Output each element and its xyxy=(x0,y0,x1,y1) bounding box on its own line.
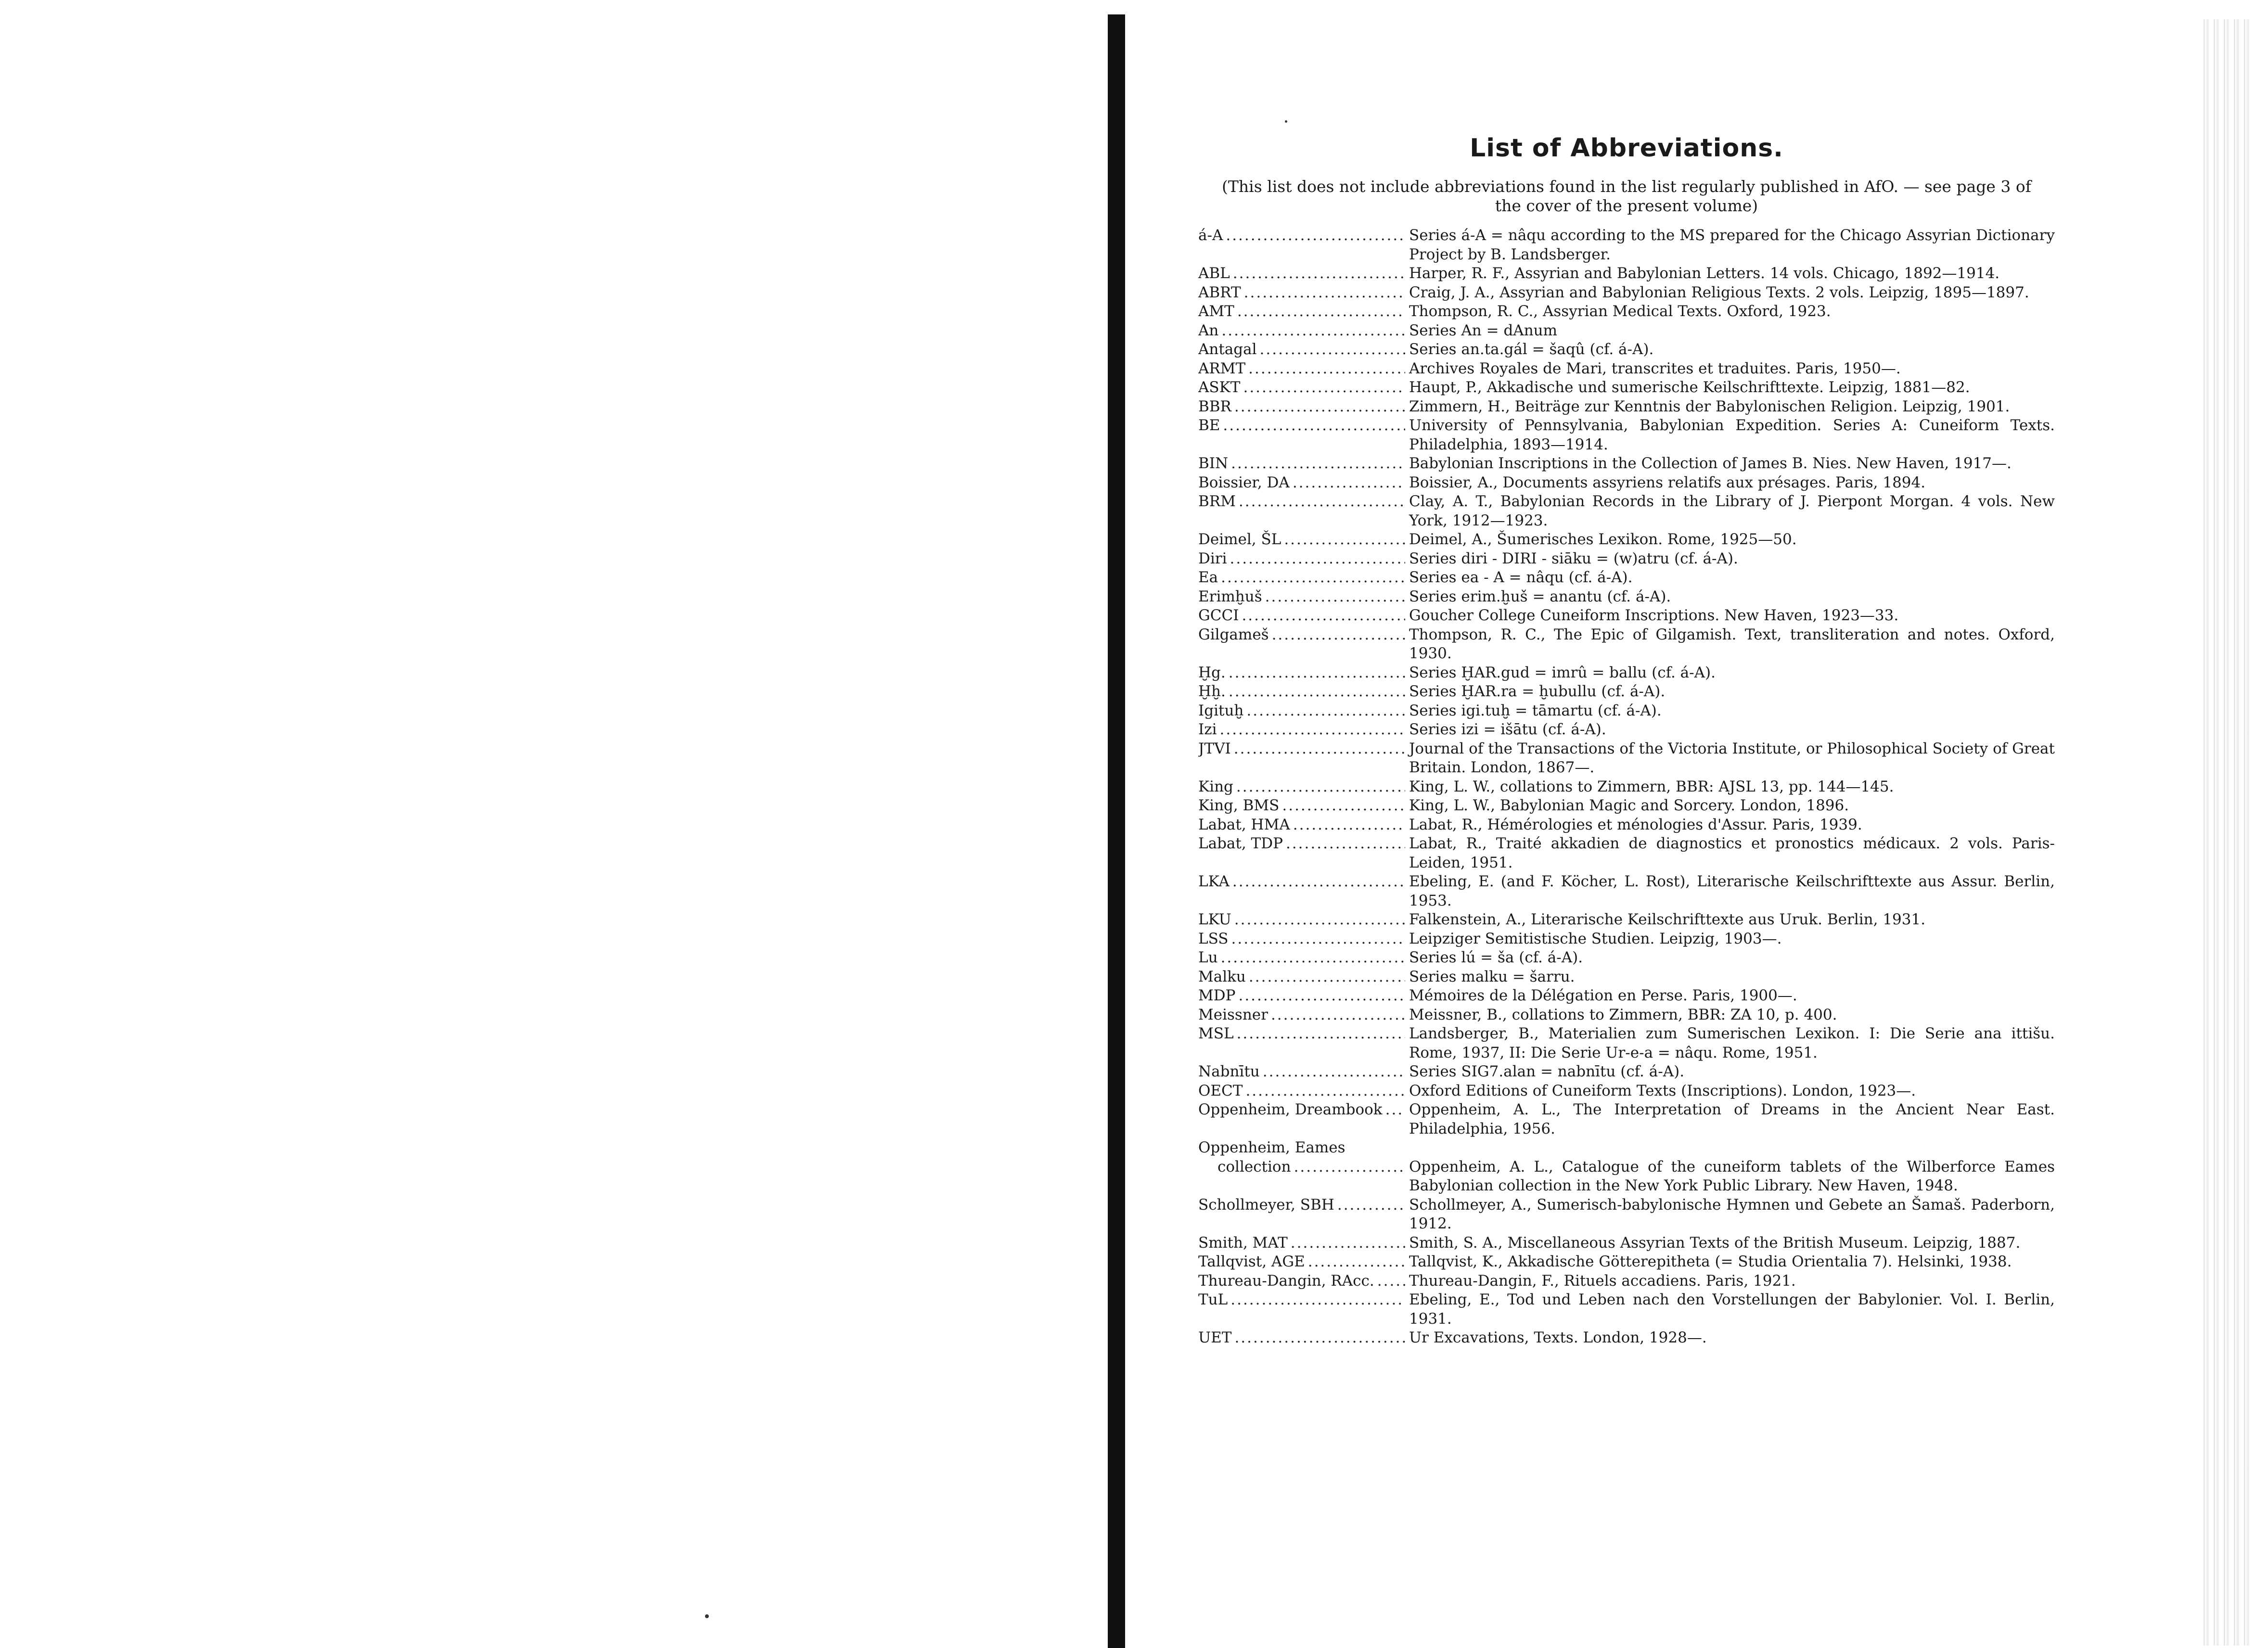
abbreviation-entry xyxy=(1198,834,2055,872)
abbreviation-term xyxy=(1198,1196,1405,1215)
dot-leader xyxy=(1271,1006,1405,1025)
abbreviation-label: Labat, HMA xyxy=(1198,816,1290,833)
abbreviation-term xyxy=(1198,1290,1405,1310)
abbreviation-label: Ea xyxy=(1198,569,1218,586)
abbreviation-entry xyxy=(1198,1290,2055,1329)
abbreviation-entry xyxy=(1198,588,2055,607)
abbreviation-term xyxy=(1198,606,1405,626)
abbreviation-label: ABL xyxy=(1198,265,1230,282)
dot-leader xyxy=(1308,1252,1405,1272)
abbreviation-definition: Archives Royales de Mari, transcrites et traduites. Paris, 1950—. xyxy=(1409,359,1901,377)
dot-leader xyxy=(1293,473,1405,493)
abbreviation-label: AMT xyxy=(1198,303,1234,320)
dot-leader xyxy=(1220,720,1406,740)
abbreviation-entry xyxy=(1198,549,2055,569)
abbreviation-label: ABRT xyxy=(1198,283,1241,301)
abbreviation-definition: Thompson, R. C., The Epic of Gilgamish. Text, transliteration and notes. Oxford, 1930. xyxy=(1409,626,2055,662)
abbreviation-term xyxy=(1198,588,1405,607)
dot-leader xyxy=(1294,1158,1405,1177)
abbreviation-label: ASKT xyxy=(1198,379,1241,396)
abbreviation-term xyxy=(1198,378,1405,397)
abbreviation-entry xyxy=(1198,302,2055,321)
abbreviation-label: Deimel, ŠL xyxy=(1198,531,1281,548)
dot-leader xyxy=(1236,778,1405,797)
abbreviation-term xyxy=(1198,626,1405,645)
dot-leader xyxy=(1282,796,1405,816)
dot-leader xyxy=(1272,626,1405,645)
abbreviation-definition: Series malku = šarru. xyxy=(1409,968,1575,985)
dot-leader xyxy=(1229,682,1405,702)
abbreviation-label: Meissner xyxy=(1198,1006,1268,1023)
dot-leader xyxy=(1234,397,1405,417)
scan-speck xyxy=(1285,120,1287,123)
abbreviation-term xyxy=(1198,397,1405,417)
abbreviation-label: Diri xyxy=(1198,549,1227,567)
abbreviation-label: ARMT xyxy=(1198,359,1246,377)
dot-leader xyxy=(1239,492,1405,511)
abbreviation-definition: King, L. W., collations to Zimmern, BBR: AJSL 13, pp. 144—145. xyxy=(1409,778,1894,795)
abbreviation-term xyxy=(1198,834,1405,854)
abbreviation-entry xyxy=(1198,226,2055,264)
abbreviation-term xyxy=(1198,492,1405,511)
abbreviation-entry xyxy=(1198,1082,2055,1101)
abbreviation-term xyxy=(1198,454,1405,473)
abbreviation-label: á-A xyxy=(1198,227,1223,244)
abbreviation-definition: Haupt, P., Akkadische und sumerische Keilschrifttexte. Leipzig, 1881—82. xyxy=(1409,379,1970,396)
dot-leader xyxy=(1231,454,1405,473)
abbreviation-label: MDP xyxy=(1198,987,1236,1004)
abbreviation-label: UET xyxy=(1198,1329,1232,1346)
abbreviation-definition: Series ḪAR.ra = ḫubullu (cf. á-A). xyxy=(1409,683,1666,700)
abbreviation-label: Smith, MAT xyxy=(1198,1234,1288,1252)
abbreviation-entry xyxy=(1198,682,2055,702)
abbreviation-term xyxy=(1198,283,1405,303)
abbreviation-entry xyxy=(1198,283,2055,303)
abbreviation-label: LSS xyxy=(1198,930,1229,947)
abbreviation-label: Oppenheim, Eames xyxy=(1198,1139,1345,1156)
dot-leader xyxy=(1234,1329,1405,1348)
dot-leader xyxy=(1226,226,1405,245)
abbreviation-definition: Labat, R., Traité akkadien de diagnostics et pronostics médicaux. 2 vols. Paris-Leiden, 1951. xyxy=(1409,835,2055,871)
abbreviation-term xyxy=(1198,1158,1405,1177)
abbreviation-term xyxy=(1198,1272,1405,1291)
abbreviation-term xyxy=(1198,530,1405,549)
abbreviation-definition: Series SIG7.alan = nabnītu (cf. á-A). xyxy=(1409,1063,1685,1080)
abbreviation-label: GCCI xyxy=(1198,607,1239,624)
abbreviation-entry xyxy=(1198,664,2055,683)
abbreviation-label: Thureau-Dangin, RAcc. xyxy=(1198,1272,1374,1290)
abbreviation-label: MSL xyxy=(1198,1025,1234,1042)
abbreviation-definition: Zimmern, H., Beiträge zur Kenntnis der Babylonischen Religion. Leipzig, 1901. xyxy=(1409,397,2010,415)
dot-leader xyxy=(1244,283,1405,303)
abbreviation-entry xyxy=(1198,986,2055,1006)
abbreviation-entry xyxy=(1198,1100,2055,1138)
dot-leader xyxy=(1223,416,1405,435)
abbreviation-entry xyxy=(1198,1272,2055,1291)
dot-leader xyxy=(1221,948,1405,968)
abbreviation-entry xyxy=(1198,1329,2055,1348)
abbreviation-entry xyxy=(1198,530,2055,549)
dot-leader xyxy=(1377,1272,1405,1291)
abbreviation-entry xyxy=(1198,740,2055,778)
dot-leader xyxy=(1248,359,1405,379)
abbreviation-entry xyxy=(1198,1252,2055,1272)
abbreviation-definition: Series á-A = nâqu according to the MS prepared for the Chicago Assyrian Dictionary Project by B. Landsberger. xyxy=(1409,227,2055,263)
abbreviation-term xyxy=(1198,682,1405,702)
dot-leader xyxy=(1233,264,1405,283)
abbreviation-label: BRM xyxy=(1198,493,1236,510)
abbreviation-term xyxy=(1198,1252,1405,1272)
abbreviation-label: Malku xyxy=(1198,968,1246,985)
abbreviation-entry xyxy=(1198,1024,2055,1062)
abbreviation-label: Boissier, DA xyxy=(1198,473,1290,491)
abbreviation-label: Antagal xyxy=(1198,341,1257,358)
abbreviation-term xyxy=(1198,986,1405,1006)
abbreviation-term xyxy=(1198,1100,1405,1120)
dot-leader xyxy=(1230,549,1405,569)
dot-leader xyxy=(1385,1100,1405,1120)
abbreviation-definition: Leipziger Semitistische Studien. Leipzig, 1903—. xyxy=(1409,930,1782,947)
abbreviation-term xyxy=(1198,1024,1405,1044)
abbreviation-label: Nabnītu xyxy=(1198,1063,1260,1080)
abbreviation-term xyxy=(1198,948,1405,968)
abbreviation-term xyxy=(1198,359,1405,379)
abbreviation-definition: Babylonian Inscriptions in the Collection of James B. Nies. New Haven, 1917—. xyxy=(1409,455,2012,472)
page-edge-scan xyxy=(2199,19,2252,1646)
abbreviation-entry xyxy=(1198,1062,2055,1082)
abbreviation-definition: Goucher College Cuneiform Inscriptions. New Haven, 1923—33. xyxy=(1409,607,1899,624)
abbreviation-definition: Oxford Editions of Cuneiform Texts (Inscriptions). London, 1923—. xyxy=(1409,1082,1916,1099)
abbreviation-entry xyxy=(1198,359,2055,379)
dot-leader xyxy=(1232,872,1405,892)
abbreviation-entry xyxy=(1198,378,2055,397)
dot-leader xyxy=(1265,588,1405,607)
dot-leader xyxy=(1234,740,1405,759)
abbreviation-entry xyxy=(1198,816,2055,835)
abbreviation-entry xyxy=(1198,626,2055,664)
abbreviation-definition: University of Pennsylvania, Babylonian Expedition. Series A: Cuneiform Texts. Philadelphia, 1893—1914. xyxy=(1409,417,2055,453)
abbreviation-label: LKA xyxy=(1198,873,1230,890)
abbreviation-term xyxy=(1198,1234,1405,1253)
abbreviation-label: collection xyxy=(1217,1158,1291,1175)
abbreviation-definition: Schollmeyer, A., Sumerisch-babylonische Hymnen und Gebete an Šamaš. Paderborn, 1912. xyxy=(1409,1196,2055,1232)
abbreviation-label: An xyxy=(1198,321,1219,339)
abbreviation-entry xyxy=(1198,492,2055,530)
abbreviation-entry xyxy=(1198,264,2055,283)
abbreviation-definition: Series an.ta.gál = šaqû (cf. á-A). xyxy=(1409,341,1654,358)
abbreviation-term xyxy=(1198,778,1405,797)
abbreviation-label: Izi xyxy=(1198,721,1217,738)
abbreviation-definition: Thompson, R. C., Assyrian Medical Texts. Oxford, 1923. xyxy=(1409,303,1831,320)
abbreviation-term xyxy=(1198,321,1405,341)
abbreviation-definition: Thureau-Dangin, F., Rituels accadiens. Paris, 1921. xyxy=(1409,1272,1796,1290)
abbreviation-entry xyxy=(1198,778,2055,797)
abbreviation-entry xyxy=(1198,702,2055,721)
abbreviation-entry xyxy=(1198,1196,2055,1234)
abbreviation-definition: Landsberger, B., Materialien zum Sumerischen Lexikon. I: Die Serie ana ittišu. Rome, 1937, II: Die Serie Ur-e-a = nâqu. Rome, 1951. xyxy=(1409,1025,2055,1061)
abbreviation-entry xyxy=(1198,1138,2055,1158)
abbreviation-label: King xyxy=(1198,778,1233,795)
abbreviation-term xyxy=(1198,740,1405,759)
dot-leader xyxy=(1230,1290,1405,1310)
abbreviation-definition: Series diri - DIRI - siāku = (w)atru (cf. á-A). xyxy=(1409,549,1738,567)
abbreviation-entry xyxy=(1198,321,2055,341)
dot-leader xyxy=(1229,664,1405,683)
abbreviation-definition: Labat, R., Hémérologies et ménologies d'Assur. Paris, 1939. xyxy=(1409,816,1862,833)
abbreviation-label: LKU xyxy=(1198,911,1231,928)
dot-leader xyxy=(1237,302,1405,321)
abbreviation-definition: Ur Excavations, Texts. London, 1928—. xyxy=(1409,1329,1707,1346)
abbreviation-definition: Journal of the Transactions of the Victoria Institute, or Philosophical Society of Great Britain. London, 1867—. xyxy=(1409,740,2055,776)
dot-leader xyxy=(1284,530,1405,549)
dot-leader xyxy=(1263,1062,1405,1082)
abbreviations-page xyxy=(1198,134,2055,1348)
abbreviation-entry xyxy=(1198,1158,2055,1196)
abbreviation-label: TuL xyxy=(1198,1291,1228,1308)
abbreviation-entry xyxy=(1198,397,2055,417)
dot-leader xyxy=(1243,378,1405,397)
abbreviation-term xyxy=(1198,664,1405,683)
abbreviation-term xyxy=(1198,1082,1405,1101)
abbreviation-definition: Ebeling, E., Tod und Leben nach den Vorstellungen der Babylonier. Vol. I. Berlin, 1931. xyxy=(1409,1291,2055,1328)
abbreviation-definition: Meissner, B., collations to Zimmern, BBR: ZA 10, p. 400. xyxy=(1409,1006,1837,1023)
dot-leader xyxy=(1242,606,1405,626)
abbreviation-definition: Harper, R. F., Assyrian and Babylonian Letters. 14 vols. Chicago, 1892—1914. xyxy=(1409,265,2000,282)
abbreviation-label: BBR xyxy=(1198,397,1231,415)
abbreviation-entry xyxy=(1198,1234,2055,1253)
abbreviation-label: Ḫg. xyxy=(1198,664,1226,681)
dot-leader xyxy=(1246,702,1405,721)
abbreviation-term xyxy=(1198,226,1405,245)
abbreviation-term xyxy=(1198,720,1405,740)
abbreviation-definition: Mémoires de la Délégation en Perse. Paris, 1900—. xyxy=(1409,987,1797,1004)
abbreviation-term xyxy=(1198,1062,1405,1082)
abbreviation-entry xyxy=(1198,606,2055,626)
abbreviation-term xyxy=(1198,302,1405,321)
abbreviation-label: BIN xyxy=(1198,455,1229,472)
dot-leader xyxy=(1249,968,1405,987)
dot-leader xyxy=(1245,1082,1405,1101)
dot-leader xyxy=(1221,568,1405,588)
abbreviation-label: King, BMS xyxy=(1198,797,1280,814)
abbreviation-term xyxy=(1198,264,1405,283)
abbreviation-label: OECT xyxy=(1198,1082,1243,1099)
abbreviation-definition: Oppenheim, A. L., Catalogue of the cuneiform tablets of the Wilberforce Eames Babylonian collection in the New York Public Library. New Haven, 1948. xyxy=(1409,1158,2055,1194)
abbreviation-definition: Boissier, A., Documents assyriens relatifs aux présages. Paris, 1894. xyxy=(1409,473,1926,491)
abbreviation-label: Schollmeyer, SBH xyxy=(1198,1196,1334,1214)
abbreviation-term xyxy=(1198,968,1405,987)
abbreviation-term xyxy=(1198,473,1405,493)
dot-leader xyxy=(1234,910,1405,930)
abbreviation-label: JTVI xyxy=(1198,740,1231,757)
abbreviation-label: Igituḫ xyxy=(1198,702,1244,719)
abbreviation-definition: Oppenheim, A. L., The Interpretation of Dreams in the Ancient Near East. Philadelphia, 1956. xyxy=(1409,1101,2055,1137)
abbreviation-label: Erimḫuš xyxy=(1198,588,1262,605)
abbreviation-term xyxy=(1198,872,1405,892)
abbreviation-definition: Clay, A. T., Babylonian Records in the Library of J. Pierpont Morgan. 4 vols. New York, 1912—1923. xyxy=(1409,493,2055,529)
abbreviation-entry xyxy=(1198,930,2055,949)
abbreviation-term xyxy=(1198,796,1405,816)
dot-leader xyxy=(1231,930,1405,949)
scan-speck xyxy=(705,1614,709,1618)
abbreviation-definition: Series erim.ḫuš = anantu (cf. á-A). xyxy=(1409,588,1671,605)
dot-leader xyxy=(1337,1196,1405,1215)
dot-leader xyxy=(1221,321,1405,341)
abbreviation-term xyxy=(1198,1006,1405,1025)
abbreviation-term xyxy=(1198,910,1405,930)
abbreviation-definition: Series ea - A = nâqu (cf. á-A). xyxy=(1409,569,1633,586)
abbreviation-definition: Tallqvist, K., Akkadische Götterepitheta (= Studia Orientalia 7). Helsinki, 1938. xyxy=(1409,1253,2012,1270)
abbreviation-term xyxy=(1198,702,1405,721)
abbreviation-definition: Craig, J. A., Assyrian and Babylonian Religious Texts. 2 vols. Leipzig, 1895—1897. xyxy=(1409,283,2029,301)
abbreviation-definition: Series lú = ša (cf. á-A). xyxy=(1409,949,1583,966)
abbreviation-label: Labat, TDP xyxy=(1198,835,1283,852)
abbreviation-term xyxy=(1198,930,1405,949)
abbreviation-entry xyxy=(1198,910,2055,930)
abbreviation-term xyxy=(1198,549,1405,569)
dot-leader xyxy=(1260,340,1405,359)
abbreviation-definition: Series igi.tuḫ = tāmartu (cf. á-A). xyxy=(1409,702,1662,719)
abbreviation-label: Oppenheim, Dreambook xyxy=(1198,1101,1383,1118)
abbreviation-entry xyxy=(1198,720,2055,740)
abbreviation-entry xyxy=(1198,416,2055,454)
dot-leader xyxy=(1293,816,1405,835)
abbreviation-term xyxy=(1198,1329,1405,1348)
abbreviation-entry xyxy=(1198,568,2055,588)
dot-leader xyxy=(1291,1234,1405,1253)
abbreviation-definition: Falkenstein, A., Literarische Keilschrifttexte aus Uruk. Berlin, 1931. xyxy=(1409,911,1926,928)
abbreviation-entry xyxy=(1198,968,2055,987)
abbreviation-definition: Series izi = išātu (cf. á-A). xyxy=(1409,721,1606,738)
abbreviation-definition: Deimel, A., Šumerisches Lexikon. Rome, 1925—50. xyxy=(1409,531,1797,548)
dot-leader xyxy=(1286,834,1405,854)
abbreviation-definition: Series ḪAR.gud = imrû = ballu (cf. á-A). xyxy=(1409,664,1716,681)
abbreviation-term xyxy=(1198,568,1405,588)
abbreviation-definition: Ebeling, E. (and F. Köcher, L. Rost), Literarische Keilschrifttexte aus Assur. Berlin, 1953. xyxy=(1409,873,2055,909)
abbreviation-definition: King, L. W., Babylonian Magic and Sorcery. London, 1896. xyxy=(1409,797,1849,814)
abbreviation-entry xyxy=(1198,473,2055,493)
abbreviation-term xyxy=(1198,416,1405,435)
intro-note: (This list does not include abbreviations found in the list regularly published in AfO. — see page 3 of the cover of the present volume) xyxy=(1222,177,2031,215)
abbreviation-term xyxy=(1198,340,1405,359)
abbreviation-entry xyxy=(1198,796,2055,816)
abbreviation-label: BE xyxy=(1198,417,1220,434)
abbreviation-entry xyxy=(1198,948,2055,968)
abbreviation-entry xyxy=(1198,340,2055,359)
abbreviation-term xyxy=(1198,1138,1405,1158)
dot-leader xyxy=(1237,1024,1405,1044)
page-title: List of Abbreviations. xyxy=(1470,134,1783,163)
abbreviation-term xyxy=(1198,816,1405,835)
abbreviation-entry xyxy=(1198,454,2055,473)
book-spine-shadow xyxy=(1108,14,1125,1648)
abbreviation-entry xyxy=(1198,1006,2055,1025)
abbreviation-definition: Smith, S. A., Miscellaneous Assyrian Texts of the British Museum. Leipzig, 1887. xyxy=(1409,1234,2021,1252)
dot-leader xyxy=(1238,986,1405,1006)
abbreviation-definition: Series An = dAnum xyxy=(1409,321,1558,339)
abbreviation-label: Ḫḫ. xyxy=(1198,683,1226,700)
abbreviation-list xyxy=(1198,226,2055,1348)
abbreviation-entry xyxy=(1198,872,2055,910)
abbreviation-label: Gilgameš xyxy=(1198,626,1269,643)
abbreviation-label: Lu xyxy=(1198,949,1218,966)
abbreviation-label: Tallqvist, AGE xyxy=(1198,1253,1305,1270)
